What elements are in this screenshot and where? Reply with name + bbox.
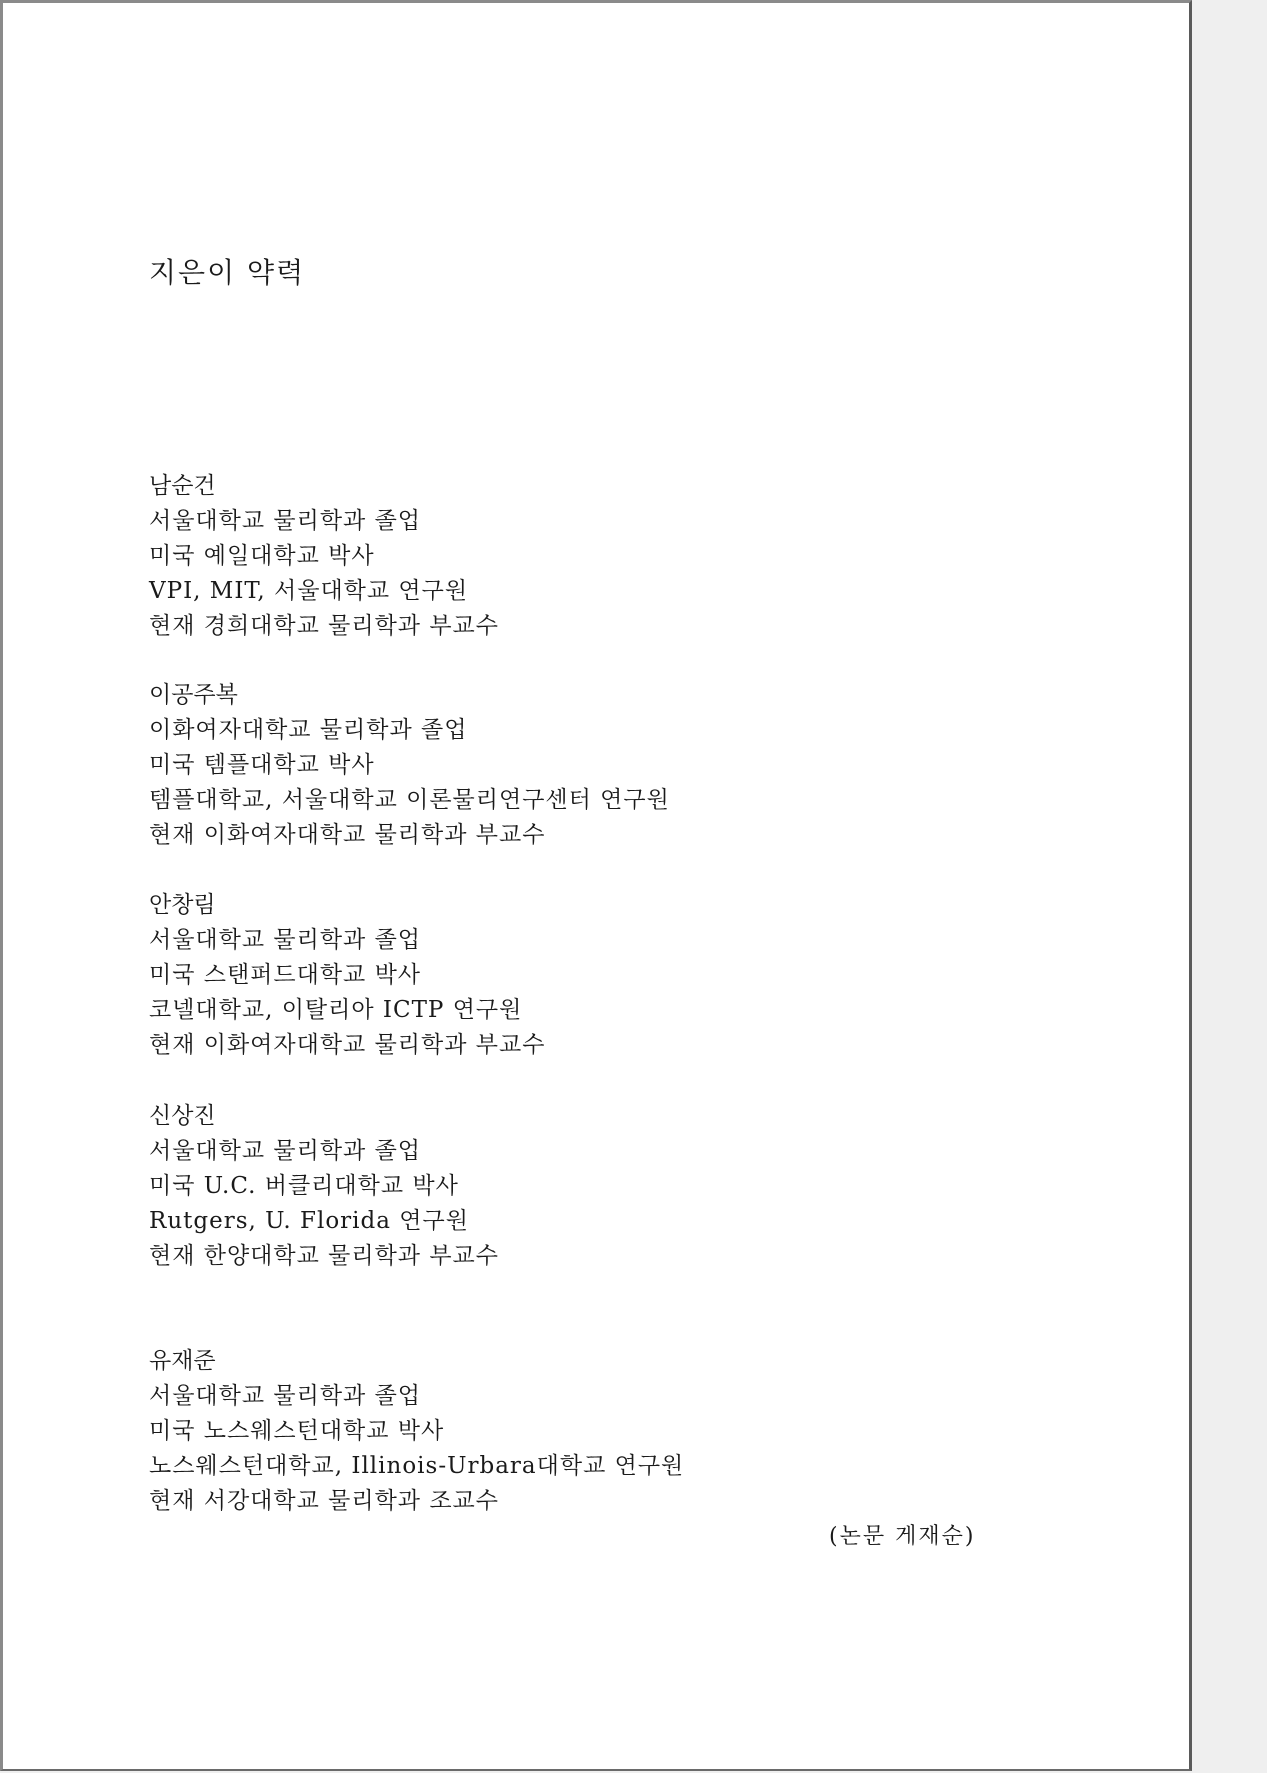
author-bio-line: 서울대학교 물리학과 졸업	[149, 927, 422, 953]
author-entry	[149, 888, 545, 1063]
author-bio-line: 코넬대학교, 이탈리아 ICTP 연구원	[149, 997, 523, 1023]
author-bio-line: 미국 U.C. 버클리대학교 박사	[149, 1173, 459, 1199]
author-name: 유재준	[149, 1348, 216, 1374]
author-bio-line: VPI, MIT, 서울대학교 연구원	[149, 578, 469, 604]
author-bio-line: 미국 템플대학교 박사	[149, 752, 375, 778]
author-name: 신상진	[149, 1103, 216, 1129]
author-bio-line: 현재 한양대학교 물리학과 부교수	[149, 1243, 499, 1269]
author-name: 안창림	[149, 892, 216, 918]
author-bio-line: 현재 이화여자대학교 물리학과 부교수	[149, 822, 546, 848]
author-bio-line: 서울대학교 물리학과 졸업	[149, 508, 422, 534]
author-entry	[149, 469, 499, 644]
author-entry	[149, 678, 670, 853]
author-bio-line: 미국 스탠퍼드대학교 박사	[149, 962, 422, 988]
author-bio-line: 미국 노스웨스턴대학교 박사	[149, 1418, 445, 1444]
author-bio-line: 노스웨스턴대학교, Illinois-Urbara대학교 연구원	[149, 1453, 685, 1479]
author-name: 남순건	[149, 473, 216, 499]
author-bio-line: 서울대학교 물리학과 졸업	[149, 1383, 422, 1409]
author-entry	[149, 1344, 684, 1519]
page-title: 지은이 약력	[149, 256, 306, 289]
author-bio-line: 현재 서강대학교 물리학과 조교수	[149, 1488, 499, 1514]
author-bio-line: Rutgers, U. Florida 연구원	[149, 1208, 469, 1234]
author-bio-line: 이화여자대학교 물리학과 졸업	[149, 717, 468, 743]
author-entry	[149, 1099, 499, 1274]
author-bio-line: 미국 예일대학교 박사	[149, 543, 375, 569]
author-bio-line: 서울대학교 물리학과 졸업	[149, 1138, 422, 1164]
author-bio-line: 현재 이화여자대학교 물리학과 부교수	[149, 1032, 546, 1058]
author-bio-line: 현재 경희대학교 물리학과 부교수	[149, 613, 499, 639]
author-bio-line: 템플대학교, 서울대학교 이론물리연구센터 연구원	[149, 787, 670, 813]
ordering-note: (논문 게재순)	[829, 1524, 976, 1549]
author-name: 이공주복	[149, 682, 238, 708]
